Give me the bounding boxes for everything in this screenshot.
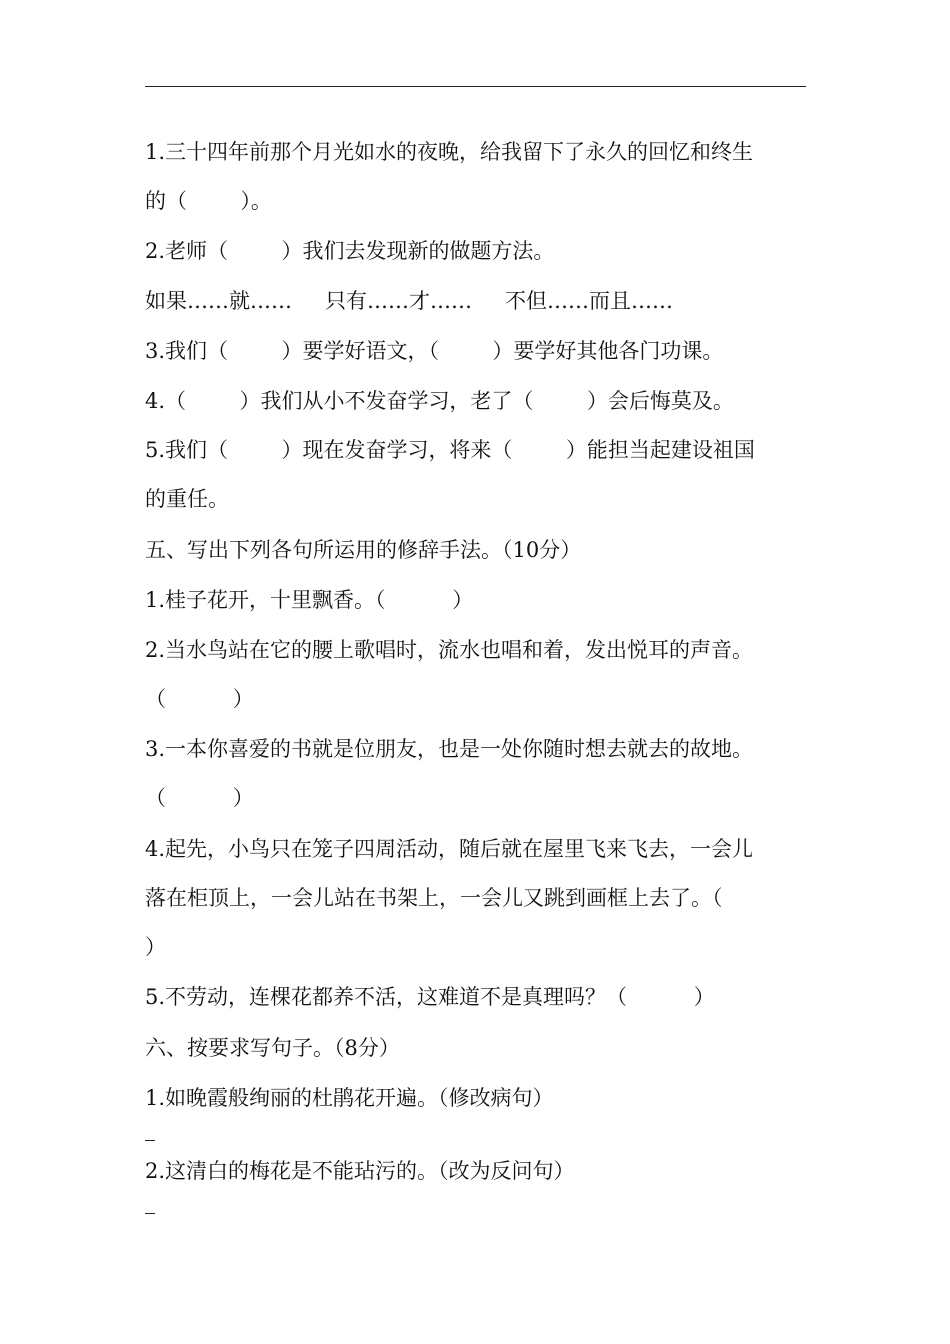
s6-question-1: 1.如晚霞般绚丽的杜鹃花开遍。（修改病句） [145,1086,554,1110]
s5-question-1: 1.桂子花开，十里飘香。（ ） [145,588,474,612]
s4-question-5-line2: 的重任。 [145,487,229,511]
header-rule [145,86,806,87]
s5-title: 五、写出下列各句所运用的修辞手法。（10分） [145,538,582,562]
s5-question-3-line2: （ ） [145,786,254,810]
s5-question-3-line1: 3.一本你喜爱的书就是位朋友，也是一处你随时想去就去的故地。 [145,737,754,761]
option-1: 如果……就…… [145,289,292,313]
s5-question-4-line1: 4.起先，小鸟只在笼子四周活动，随后就在屋里飞来飞去，一会儿 [145,837,754,861]
s5-question-2-line2: （ ） [145,687,254,711]
answer-line-1 [145,1140,155,1141]
s5-question-5: 5.不劳动，连棵花都养不活，这难道不是真理吗？（ ） [145,985,715,1009]
option-3: 不但……而且…… [505,289,673,313]
s4-question-4: 4.（ ）我们从小不发奋学习，老了（ ）会后悔莫及。 [145,389,734,413]
s4-question-3: 3.我们（ ）要学好语文，（ ）要学好其他各门功课。 [145,339,724,363]
s4-conjunction-options [145,287,806,315]
s4-question-5-line1: 5.我们（ ）现在发奋学习，将来（ ）能担当起建设祖国 [145,438,755,462]
s4-question-1-line2: 的（ ）。 [145,189,272,213]
option-2: 只有……才…… [325,289,472,313]
answer-line-2 [145,1213,155,1214]
s6-question-2: 2.这清白的梅花是不能玷污的。（改为反问句） [145,1159,575,1183]
s4-question-1-line1: 1.三十四年前那个月光如水的夜晚，给我留下了永久的回忆和终生 [145,140,754,164]
s4-question-2: 2.老师（ ）我们去发现新的做题方法。 [145,239,555,263]
s6-title: 六、按要求写句子。（8分） [145,1036,400,1060]
s5-question-2-line1: 2.当水鸟站在它的腰上歌唱时，流水也唱和着，发出悦耳的声音。 [145,638,754,662]
s5-question-4-line2: 落在柜顶上，一会儿站在书架上，一会儿又跳到画框上去了。（ [145,886,723,910]
s5-question-4-line3: ） [145,935,166,959]
